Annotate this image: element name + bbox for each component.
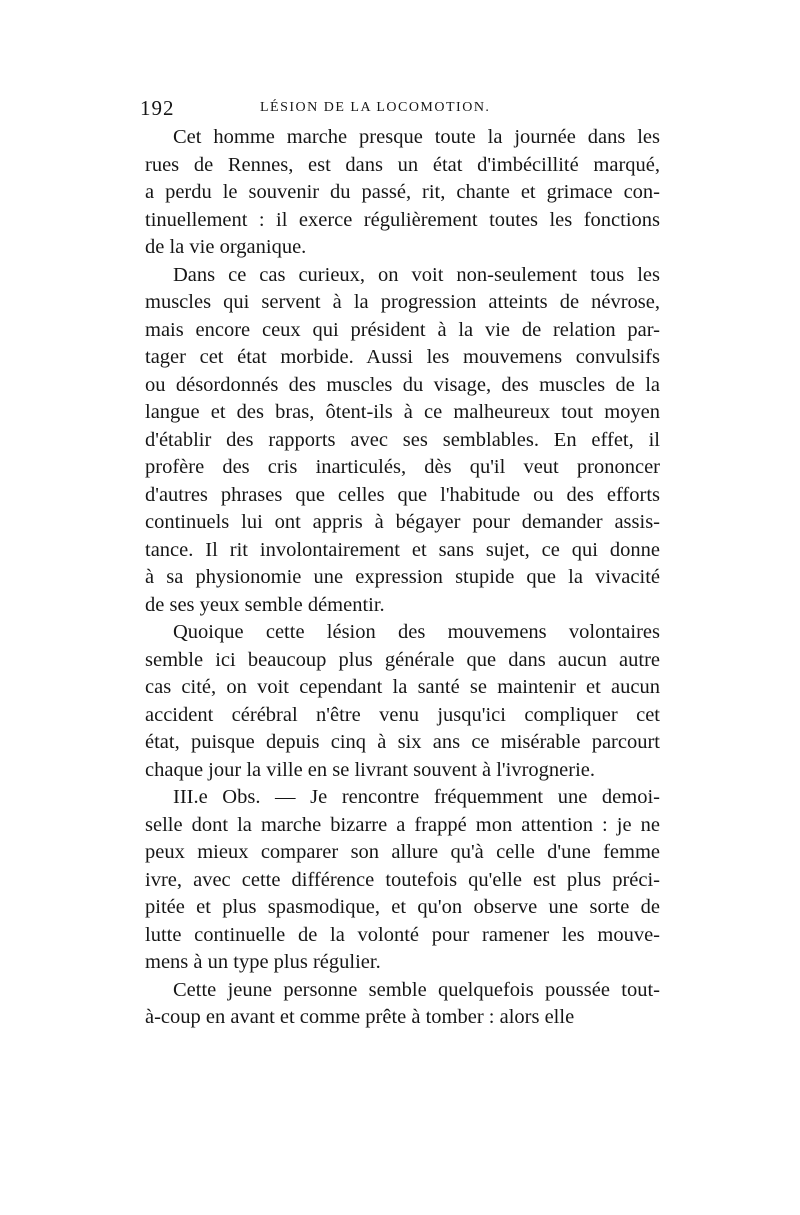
text-line: tance. Il rit involontairement et sans sujet, ce qui donne [145, 538, 660, 561]
text-line: semble ici beaucoup plus générale que dans aucun autre [145, 648, 660, 671]
text-line: de la vie organique. [145, 236, 307, 258]
text-line: mais encore ceux qui président à la vie de relation par- [145, 318, 660, 341]
text-line: profère des cris inarticulés, dès qu'il veut prononcer [145, 456, 660, 478]
text-line: rues de Rennes, est dans un état d'imbécillité marqué, [145, 153, 660, 176]
paragraph [145, 784, 660, 977]
text-line: lutte continuelle de la volonté pour ramener les mouve- [145, 923, 660, 946]
text-line: peux mieux comparer son allure qu'à celle d'une femme [145, 841, 660, 863]
text-line: Cet homme marche presque toute la journée dans les [173, 126, 660, 148]
text-line: III.e Obs. — Je rencontre fréquemment une demoi- [173, 786, 660, 808]
text-line: ou désordonnés des muscles du visage, des muscles de la [145, 373, 660, 396]
text-line: pitée et plus spasmodique, et qu'on observe une sorte de [145, 896, 660, 918]
text-line: tager cet état morbide. Aussi les mouvemens convulsifs [145, 346, 660, 368]
text-line: muscles qui servent à la progression atteints de névrose, [145, 291, 660, 313]
text-line: Quoique cette lésion des mouvemens volontaires [173, 621, 660, 643]
text-line: tinuellement : il exerce régulièrement toutes les fonctions [145, 208, 660, 231]
paragraph [145, 619, 660, 784]
text-line: à-coup en avant et comme prête à tomber : alors elle [145, 1006, 575, 1028]
paragraph [145, 977, 660, 1032]
text-line: Cette jeune personne semble quelquefois poussée tout- [173, 978, 660, 1001]
text-line: de ses yeux semble démentir. [145, 593, 385, 616]
text-line: à sa physionomie une expression stupide que la vivacité [145, 566, 660, 588]
text-line: mens à un type plus régulier. [145, 951, 381, 973]
paragraph [145, 262, 660, 620]
text-line: Dans ce cas curieux, on voit non-seulement tous les [173, 263, 660, 286]
text-line: chaque jour la ville en se livrant souvent à l'ivrognerie. [145, 758, 595, 781]
text-line: accident cérébral n'être venu jusqu'ici compliquer cet [145, 703, 660, 726]
page-header [140, 96, 675, 120]
text-line: état, puisque depuis cinq à six ans ce misérable parcourt [145, 731, 660, 753]
text-line: a perdu le souvenir du passé, rit, chante et grimace con- [145, 181, 660, 203]
running-head: LÉSION DE LA LOCOMOTION. [260, 100, 491, 115]
paragraph [145, 124, 660, 262]
text-line: d'autres phrases que celles que l'habitude ou des efforts [145, 483, 660, 506]
body-text [145, 124, 660, 1032]
text-line: ivre, avec cette différence toutefois qu'elle est plus préci- [145, 868, 660, 891]
text-line: langue et des bras, ôtent-ils à ce malheureux tout moyen [145, 401, 660, 423]
text-line: continuels lui ont appris à bégayer pour demander assis- [145, 511, 660, 533]
page-number: 192 [140, 96, 175, 120]
text-line: cas cité, on voit cependant la santé se maintenir et aucun [145, 676, 660, 698]
text-line: selle dont la marche bizarre a frappé mon attention : je ne [145, 813, 660, 836]
text-line: d'établir des rapports avec ses semblables. En effet, il [145, 428, 660, 451]
